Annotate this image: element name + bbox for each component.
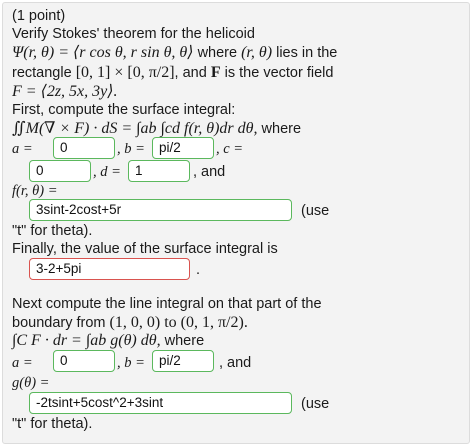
surface-b-input[interactable]: pi/2	[152, 137, 214, 159]
rectangle-line	[12, 64, 333, 82]
surface-c-label: , c =	[216, 141, 244, 157]
line-integral-line	[12, 332, 204, 350]
param-where: where	[197, 45, 238, 61]
line-where: where	[164, 333, 205, 349]
surface-d-input[interactable]: 1	[128, 160, 190, 182]
surface-heading: First, compute the surface integral:	[12, 102, 236, 118]
surface-c-input[interactable]: 0	[29, 160, 91, 182]
intro-text: Verify Stokes' theorem for the helicoid	[12, 26, 255, 42]
line-a-input[interactable]: 0	[53, 350, 115, 372]
surface-where: where	[261, 121, 302, 137]
rect-math: [0, 1] × [0, π/2]	[75, 64, 175, 81]
f-use-continued: "t" for theta).	[12, 223, 93, 239]
f-use-label: (use	[301, 203, 330, 219]
surface-final-dot: .	[196, 262, 201, 278]
surface-integral-math: ∬M(∇ × F) · dS = ∫ab ∫cd f(r, θ)dr dθ,	[12, 120, 258, 137]
surface-final-text: Finally, the value of the surface integral is	[12, 241, 278, 257]
rect-and: , and	[174, 65, 207, 81]
param-lies: lies in the	[276, 45, 338, 61]
line-heading-2	[12, 314, 248, 332]
g-label: g(θ) =	[12, 375, 50, 391]
f-input[interactable]: 3sint-2cost+5r	[29, 199, 292, 221]
line-and-label: , and	[219, 355, 252, 371]
surface-d-label: , d =	[93, 164, 121, 180]
field-text: is the vector field	[224, 65, 334, 81]
param-vars: (r, θ)	[241, 44, 273, 61]
points-label: (1 point)	[12, 8, 66, 24]
param-math: Ψ(r, θ) = ⟨r cos θ, r sin θ, θ⟩	[12, 44, 194, 61]
surface-a-label: a =	[12, 141, 33, 157]
line-heading-text: boundary from	[12, 315, 106, 331]
problem-card	[2, 2, 470, 444]
surface-integral-line	[12, 120, 301, 138]
line-heading-math: (1, 0, 0) to (0, 1, π/2).	[109, 314, 248, 331]
g-use-label: (use	[301, 396, 330, 412]
g-use-continued: "t" for theta).	[12, 416, 93, 432]
surface-a-input[interactable]: 0	[53, 137, 115, 159]
field-symbol: F	[210, 64, 221, 81]
field-definition	[12, 83, 117, 101]
surface-and-label: , and	[193, 164, 226, 180]
g-input[interactable]: -2tsint+5cost^2+3sint	[29, 392, 292, 414]
surface-b-label: , b =	[117, 141, 145, 157]
rect-word: rectangle	[12, 65, 72, 81]
line-b-input[interactable]: pi/2	[152, 350, 214, 372]
parametrization-line	[12, 44, 337, 62]
surface-final-input[interactable]: 3-2+5pi	[29, 258, 190, 280]
field-math: F = ⟨2z, 5x, 3y⟩.	[12, 83, 118, 100]
line-b-label: , b =	[117, 355, 145, 371]
line-a-label: a =	[12, 355, 33, 371]
line-integral-math: ∫C F · dr = ∫ab g(θ) dθ,	[12, 332, 161, 349]
f-label: f(r, θ) =	[12, 183, 58, 199]
line-heading-1: Next compute the line integral on that part of the	[12, 296, 322, 312]
